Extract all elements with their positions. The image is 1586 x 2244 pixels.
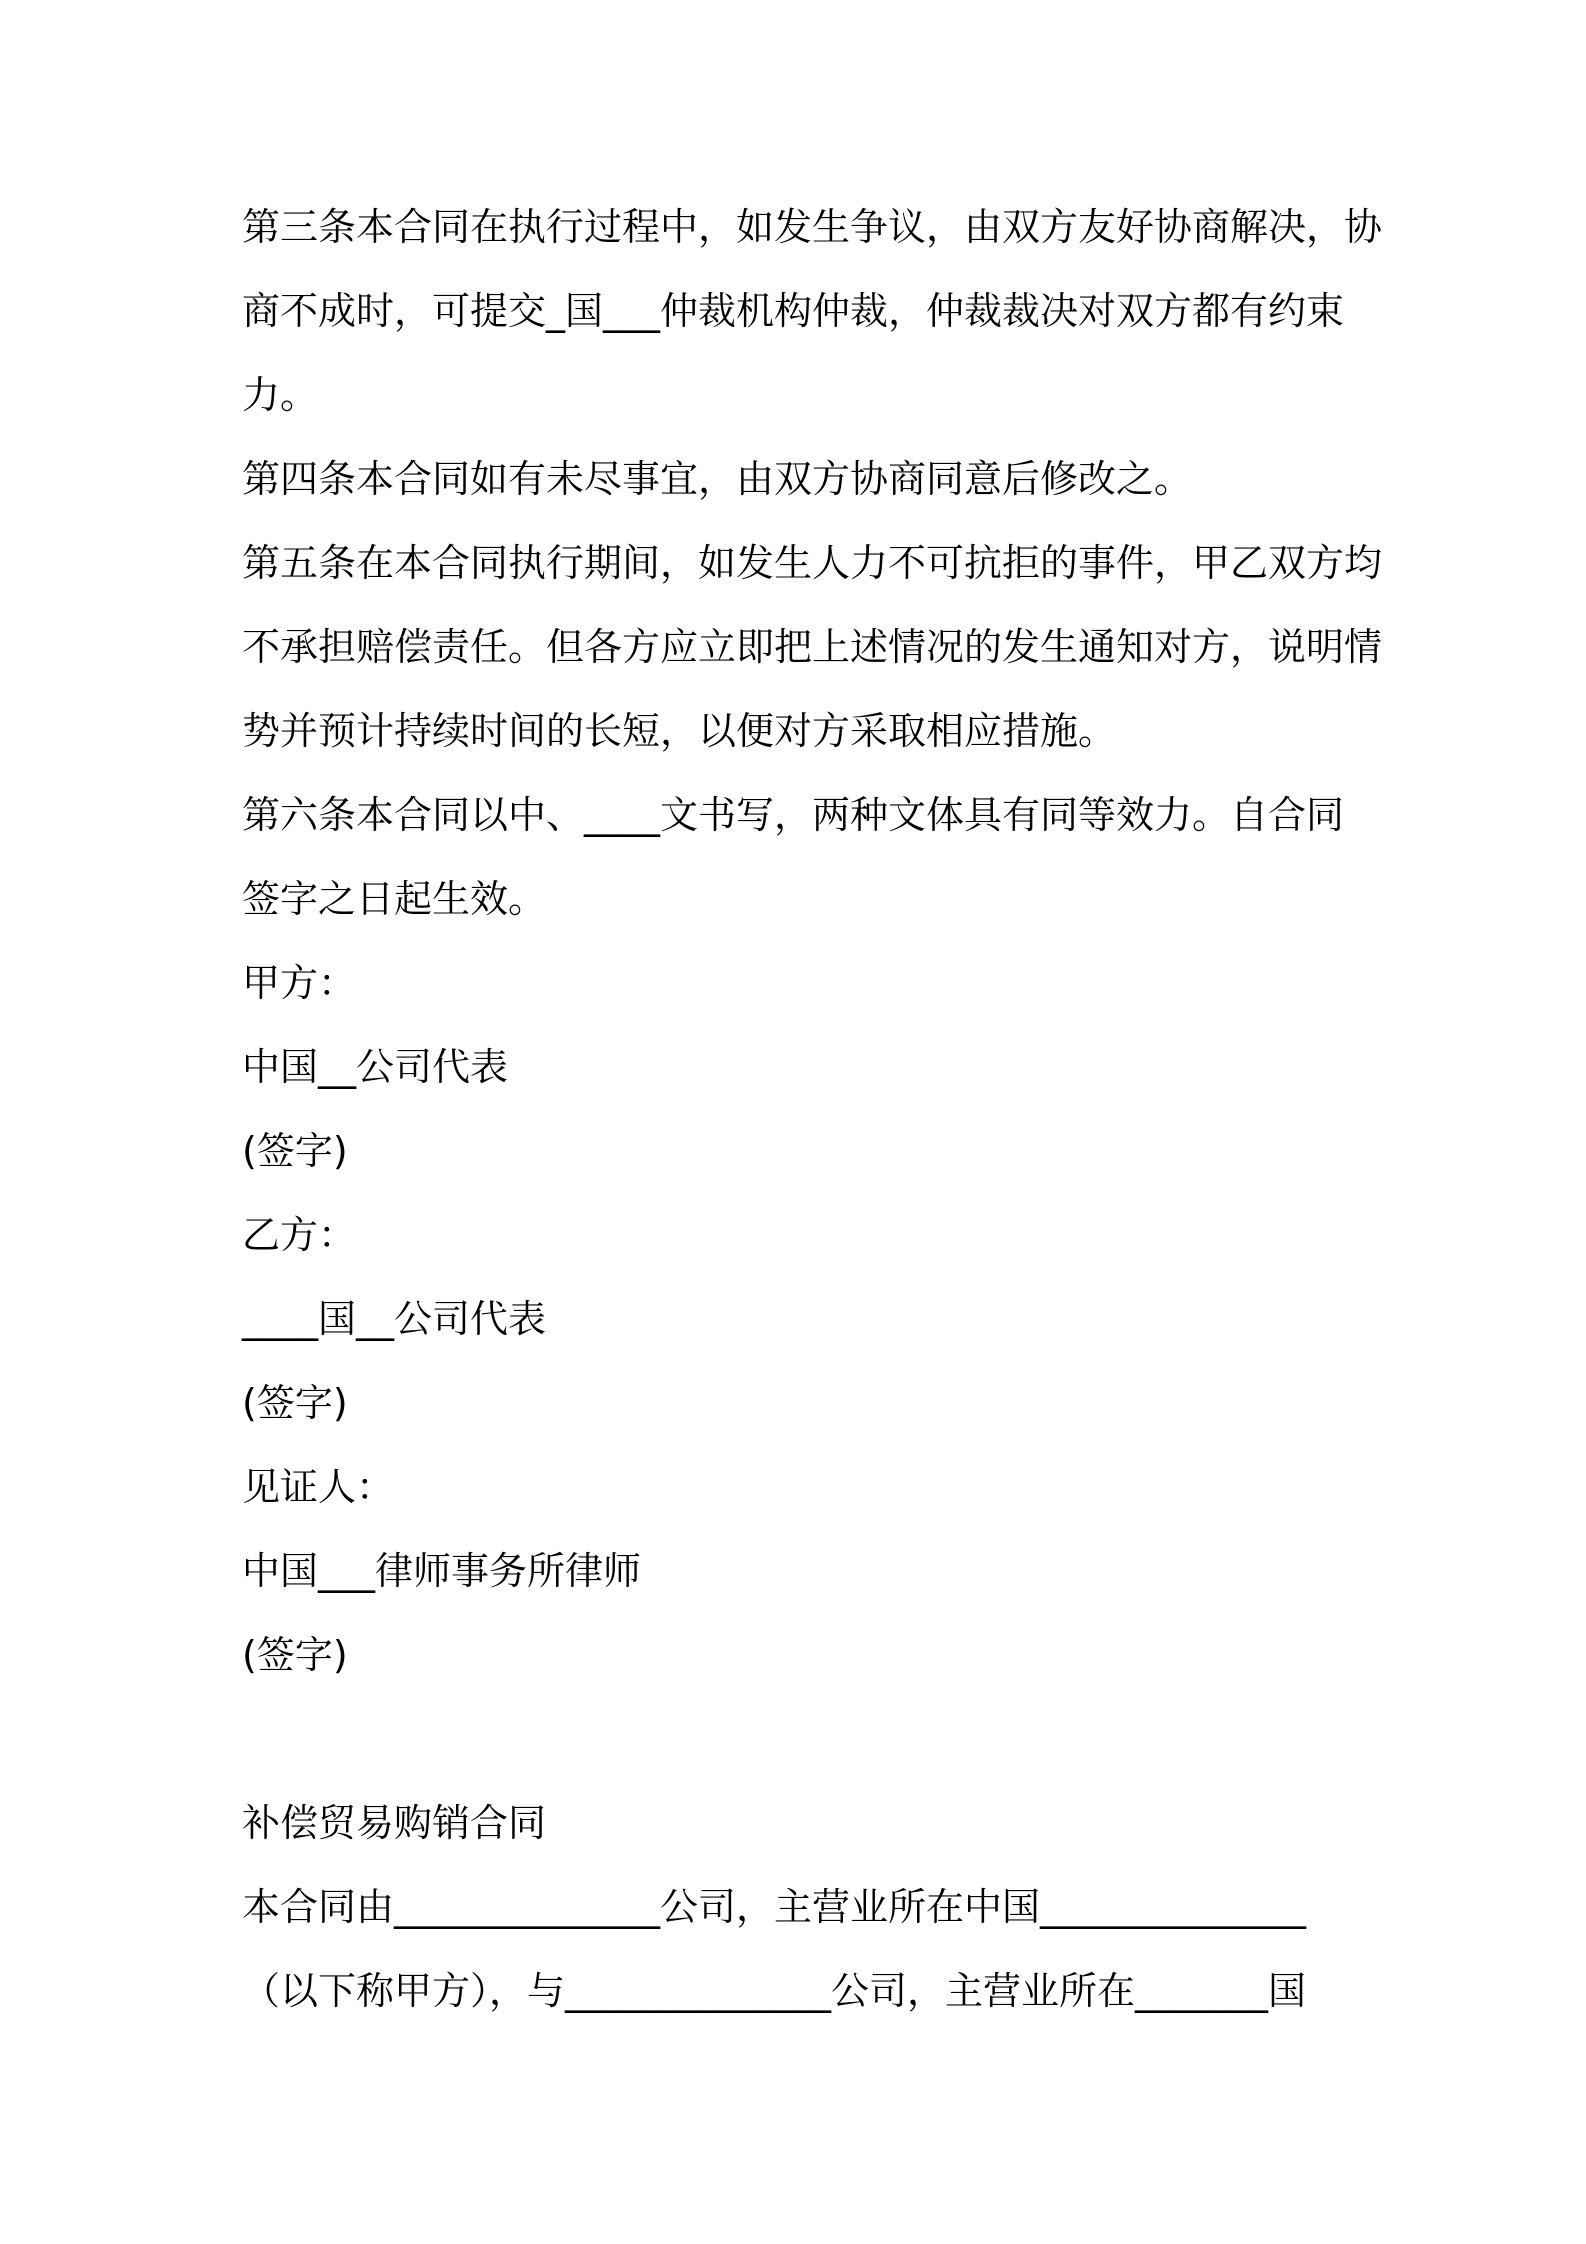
witness-lawyer: 中国___律师事务所律师 bbox=[242, 1549, 642, 1593]
clause-6-line-2: 签字之日起生效。 bbox=[242, 877, 547, 921]
clause-6-line-1: 第六条本合同以中、____文书写，两种文体具有同等效力。自合同 bbox=[242, 793, 1345, 837]
party-b-signature: (签字) bbox=[242, 1381, 348, 1425]
document-content bbox=[242, 185, 1383, 2033]
party-b-representative: ____国__公司代表 bbox=[242, 1297, 547, 1341]
second-contract-title: 补偿贸易购销合同 bbox=[242, 1801, 547, 1845]
party-a-representative: 中国__公司代表 bbox=[242, 1045, 509, 1089]
clause-3-line-3: 力。 bbox=[242, 373, 319, 417]
clause-5-line-3: 势并预计持续时间的长短，以便对方采取相应措施。 bbox=[242, 709, 1117, 753]
party-a-signature: (签字) bbox=[242, 1129, 348, 1173]
witness-label: 见证人： bbox=[242, 1465, 395, 1509]
clause-3-line-1: 第三条本合同在执行过程中，如发生争议，由双方友好协商解决，协 bbox=[242, 205, 1383, 249]
party-b-label: 乙方： bbox=[242, 1213, 357, 1257]
clause-5-line-2: 不承担赔偿责任。但各方应立即把上述情况的发生通知对方，说明情 bbox=[242, 625, 1383, 669]
second-contract-line-2: （以下称甲方），与______________公司，主营业所在_______国 bbox=[242, 1969, 1307, 2013]
witness-signature: (签字) bbox=[242, 1633, 348, 1677]
second-contract-line-1: 本合同由______________公司，主营业所在中国______________ bbox=[242, 1885, 1307, 1929]
clause-3-line-2: 商不成时，可提交_国___仲裁机构仲裁，仲裁裁决对双方都有约束 bbox=[242, 289, 1345, 333]
clause-4-line-1: 第四条本合同如有未尽事宜，由双方协商同意后修改之。 bbox=[242, 457, 1193, 501]
section-gap bbox=[242, 1697, 1362, 1781]
party-a-label: 甲方： bbox=[242, 961, 357, 1005]
clause-5-line-1: 第五条在本合同执行期间，如发生人力不可抗拒的事件，甲乙双方均 bbox=[242, 541, 1383, 585]
